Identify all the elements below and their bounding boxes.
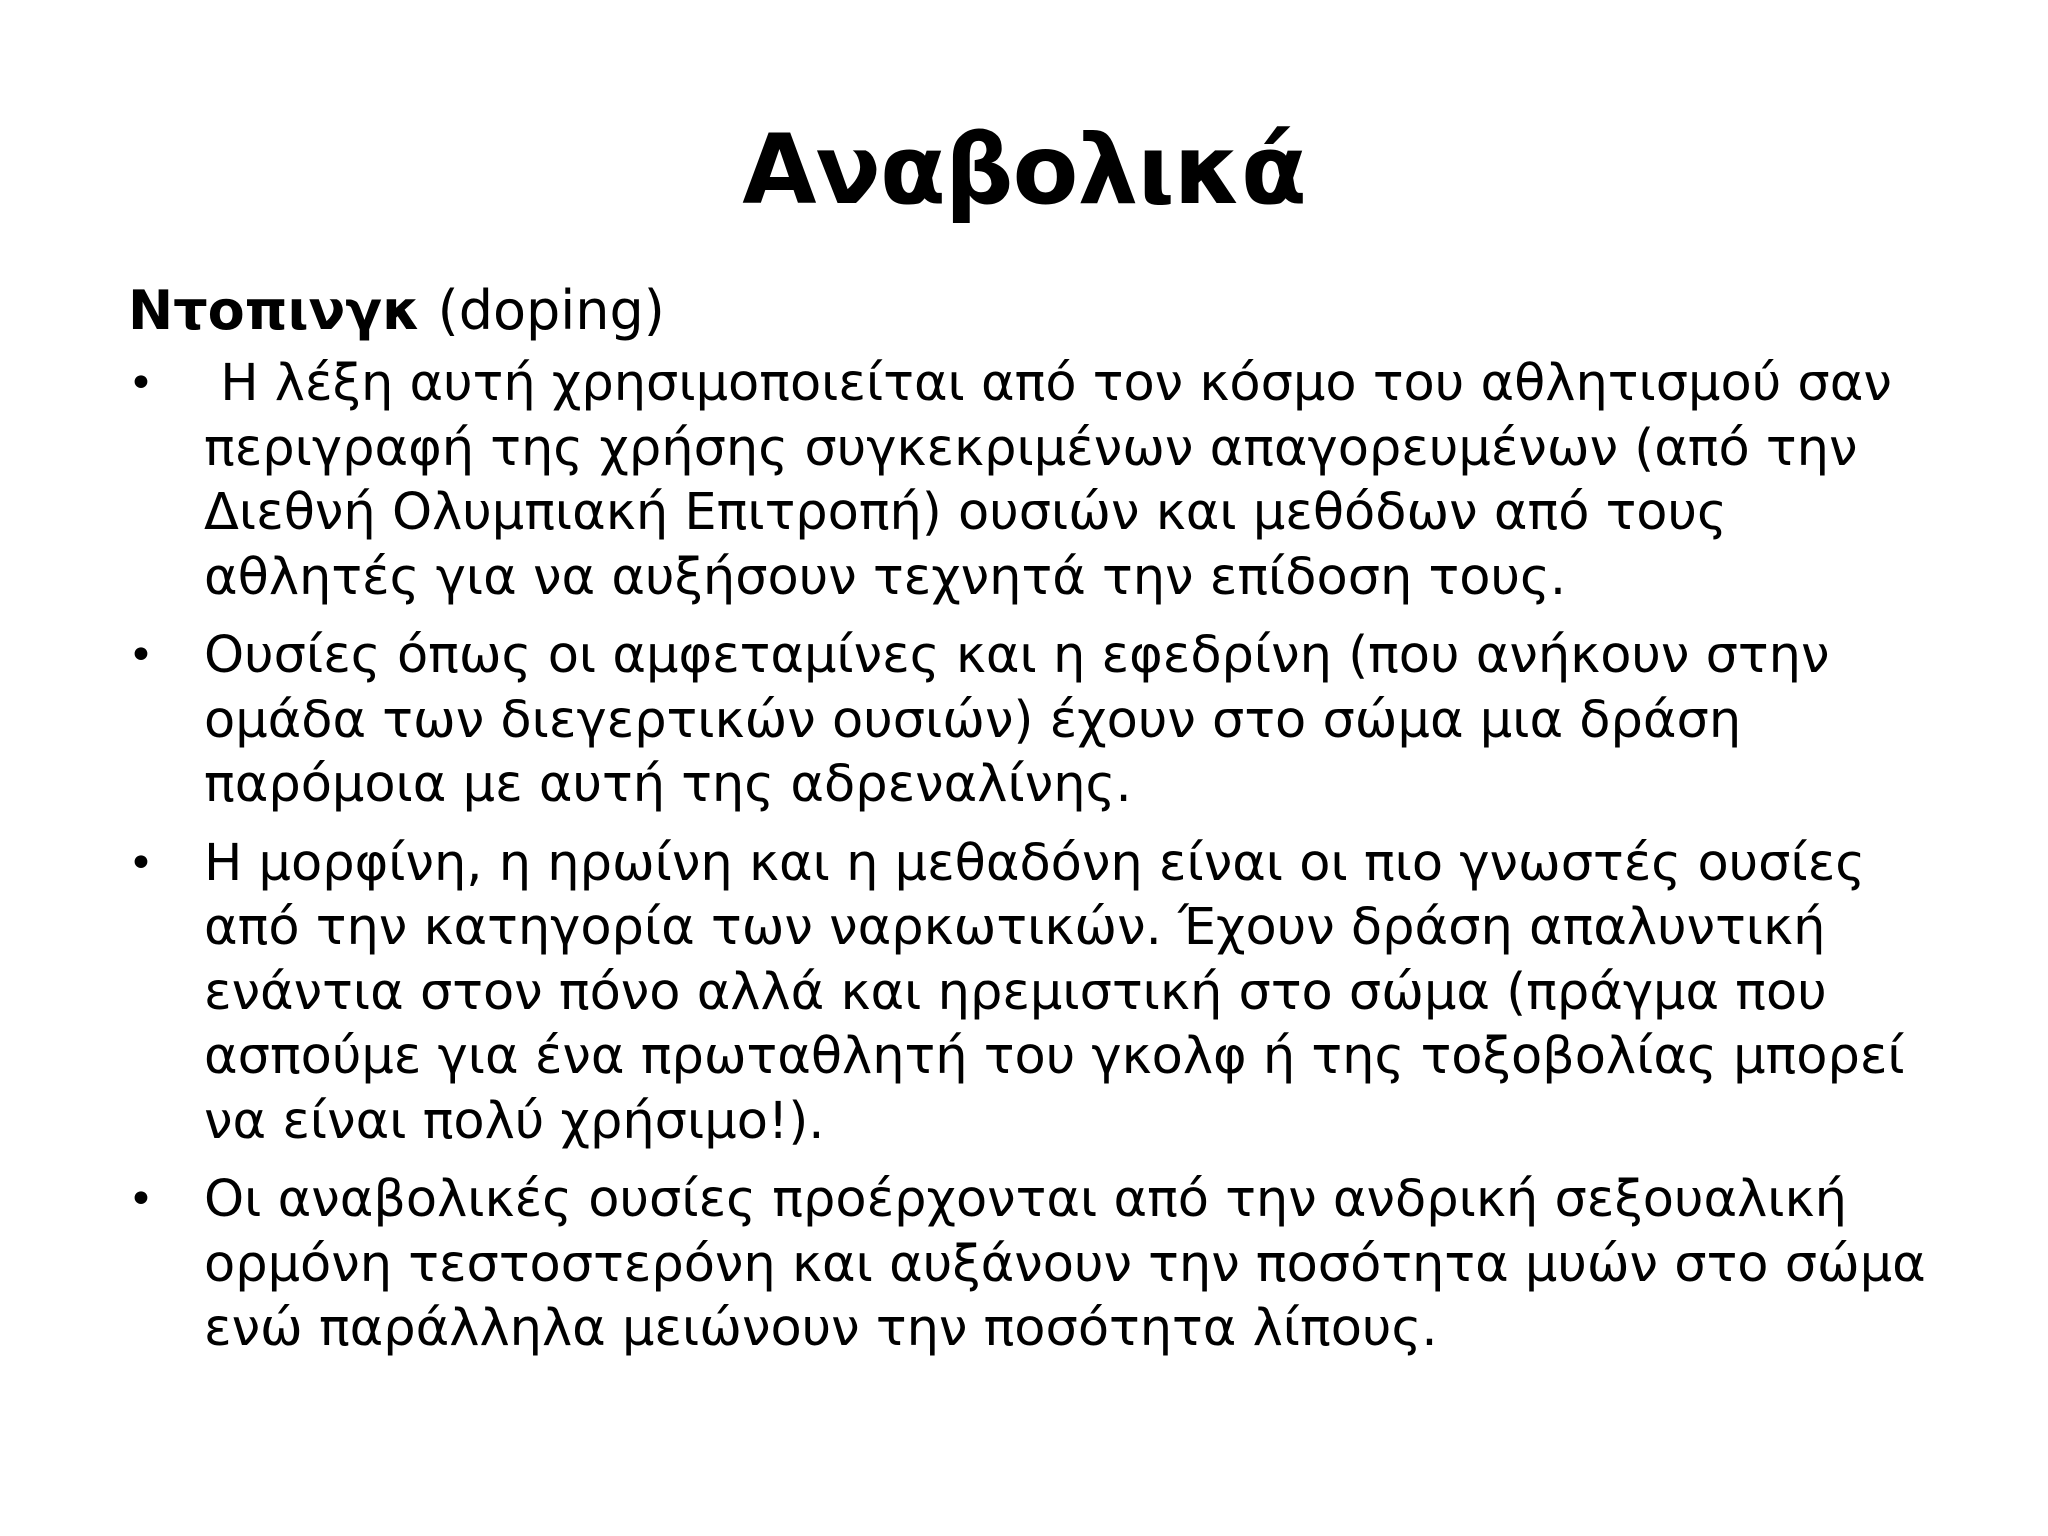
- bullet-line: από την κατηγορία των ναρκωτικών. Έχουν δράση απαλυντική: [204, 898, 1826, 957]
- slide-content: [128, 278, 1948, 1376]
- bullet-line: ενάντια στον πόνο αλλά και ηρεμιστική στο σώμα (πράγμα που: [204, 962, 1827, 1022]
- bullet-line: ασπούμε για ένα πρωταθλητή του γκολφ ή της τοξοβολίας μπορεί: [204, 1027, 1905, 1086]
- bullet-line: Διεθνή Ολυμπιακή Επιτροπή) ουσιών και μεθόδων από τους: [204, 483, 1727, 542]
- slide-title: Αναβολικά: [742, 114, 1306, 226]
- bullet-line: Η λέξη αυτή χρησιμοποιείται από τον κόσμο του αθλητισμού σαν: [204, 354, 1892, 413]
- bullet-line: περιγραφή της χρήσης συγκεκριμένων απαγορευμένων (από την: [204, 418, 1858, 478]
- bullet-marker: •: [128, 630, 154, 681]
- bullet-line: ενώ παράλληλα μειώνουν την ποσότητα λίπους.: [204, 1299, 1438, 1358]
- bullet-list: [128, 352, 1948, 1362]
- subheading: [128, 278, 1948, 344]
- bullet-line: αθλητές για να αυξήσουν τεχνητά την επίδοση τους.: [204, 547, 1567, 607]
- bullet-line: Ουσίες όπως οι αμφεταμίνες και η εφεδρίνη (που ανήκουν στην: [204, 626, 1830, 685]
- bullet-line: Οι αναβολικές ουσίες προέρχονται από την ανδρική σεξουαλική: [204, 1170, 1847, 1229]
- bullet-marker: •: [128, 837, 154, 889]
- bullet-marker: •: [128, 358, 154, 409]
- bullet-item: [128, 352, 1948, 610]
- bullet-item: [128, 624, 1948, 818]
- subheading-note: (doping): [437, 279, 665, 342]
- bullet-line: Η μορφίνη, η ηρωίνη και η μεθαδόνη είναι οι πιο γνωστές ουσίες: [204, 833, 1866, 893]
- bullet-item: [128, 1168, 1948, 1362]
- bullet-line: παρόμοια με αυτή της αδρεναλίνης.: [204, 755, 1132, 814]
- bullet-line: να είναι πολύ χρήσιμο!).: [204, 1091, 825, 1151]
- subheading-term: Ντοπινγκ: [128, 279, 421, 342]
- bullet-line: ορμόνη τεστοστερόνη και αυξάνουν την ποσότητα μυών στο σώμα: [204, 1234, 1926, 1294]
- bullet-marker: •: [128, 1174, 154, 1225]
- bullet-line: ομάδα των διεγερτικών ουσιών) έχουν στο σώμα μια δράση: [204, 690, 1742, 750]
- bullet-item: [128, 832, 1948, 1155]
